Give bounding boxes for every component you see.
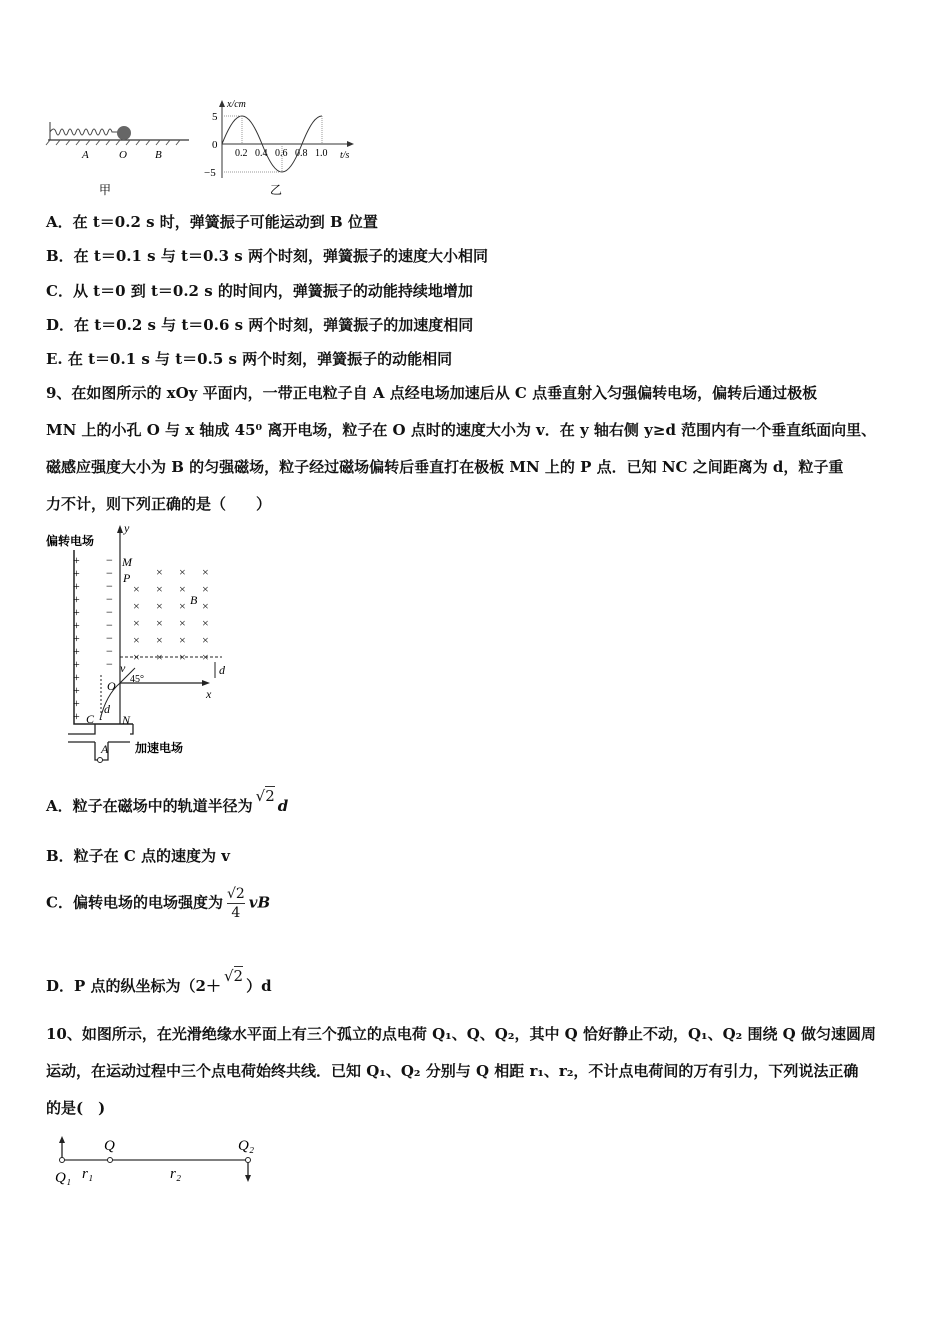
q10-stem-line: 10、如图所示，在光滑绝缘水平面上有三个孤立的点电荷 Q₁、Q、Q₂，其中 Q 恰好静止不动，Q₁、Q₂ 围绕 Q 做匀速圆周 bbox=[46, 1025, 876, 1043]
plus-charge: + bbox=[73, 605, 80, 619]
field-cross: × bbox=[156, 650, 163, 664]
plus-charge: + bbox=[73, 566, 80, 580]
field-cross: × bbox=[202, 633, 209, 647]
minus-charge: − bbox=[106, 579, 113, 593]
field-cross: × bbox=[156, 616, 163, 630]
label-r2: r₂ bbox=[170, 1166, 182, 1182]
denominator: 4 bbox=[231, 905, 241, 921]
plus-charge: + bbox=[73, 592, 80, 606]
x-tick: 0.6 bbox=[275, 148, 288, 159]
plus-charge: + bbox=[73, 670, 80, 684]
field-cross: × bbox=[179, 599, 186, 613]
field-cross: × bbox=[156, 599, 163, 613]
field-cross: × bbox=[179, 582, 186, 596]
option-suffix: ）d bbox=[246, 977, 272, 995]
x-tick: 0.2 bbox=[235, 148, 248, 159]
plus-charge: + bbox=[73, 618, 80, 632]
field-cross: × bbox=[133, 633, 140, 647]
field-cross: × bbox=[202, 599, 209, 613]
x-tick: 1.0 bbox=[315, 148, 328, 159]
q8-option-c: C．从 t＝0 到 t＝0.2 s 的时间内，弹簧振子的动能持续地增加 bbox=[46, 282, 473, 300]
sqrt-expression: √2 bbox=[223, 967, 244, 985]
q9-stem-line: MN 上的小孔 O 与 x 轴成 45⁰ 离开电场，粒子在 O 点时的速度大小为 v．在 y 轴右侧 y≥d 范围内有一个垂直纸面向里、 bbox=[46, 421, 877, 439]
point-charges-figure bbox=[50, 1130, 280, 1190]
q10-stem-line: 运动，在运动过程中三个点电荷始终共线．已知 Q₁、Q₂ 分别与 Q 相距 r₁、r₂，不计点电荷间的万有引力，下列说法正确 bbox=[46, 1062, 859, 1080]
field-cross: × bbox=[133, 599, 140, 613]
deflection-field-figure bbox=[40, 520, 240, 770]
radicand: 2 bbox=[265, 787, 275, 805]
field-cross: × bbox=[179, 616, 186, 630]
minus-charge: − bbox=[106, 566, 113, 580]
minus-charge: − bbox=[106, 553, 113, 567]
q8-option-b: B．在 t＝0.1 s 与 t＝0.3 s 两个时刻，弹簧振子的速度大小相同 bbox=[46, 247, 488, 265]
acceleration-field-label: 加速电场 bbox=[135, 741, 184, 755]
q8-option-d: D．在 t＝0.2 s 与 t＝0.6 s 两个时刻，弹簧振子的加速度相同 bbox=[46, 316, 474, 334]
sqrt-expression: √2 bbox=[255, 787, 275, 805]
field-cross: × bbox=[133, 650, 140, 664]
q9-stem-line: 9、在如图所示的 xOy 平面内，一带正电粒子自 A 点经电场加速后从 C 点垂直射入匀强偏转电场，偏转后通过极板 bbox=[46, 384, 818, 402]
option-suffix: vB bbox=[248, 893, 271, 912]
q9-stem-line: 力不计，则下列正确的是（ ） bbox=[46, 495, 272, 513]
field-cross: × bbox=[202, 616, 209, 630]
q9-option-c bbox=[46, 885, 270, 922]
plus-charge: + bbox=[73, 553, 80, 567]
y-axis-label: x/cm bbox=[227, 99, 246, 110]
radicand: 2 bbox=[233, 967, 244, 985]
minus-charge: − bbox=[106, 644, 113, 658]
label-Q: Q bbox=[104, 1138, 115, 1154]
minus-charge: − bbox=[106, 592, 113, 606]
displacement-time-graph bbox=[200, 96, 375, 200]
label-v: v bbox=[120, 661, 126, 675]
option-suffix: d bbox=[277, 797, 289, 815]
label-Q1: Q₁ bbox=[55, 1170, 72, 1186]
q9-option-d bbox=[46, 967, 272, 996]
y-axis-label: y bbox=[124, 521, 130, 535]
label-N: N bbox=[122, 713, 131, 727]
caption-jia: 甲 bbox=[99, 183, 112, 197]
minus-charge: − bbox=[106, 618, 113, 632]
field-cross: × bbox=[156, 565, 163, 579]
q9-option-b: B．粒子在 C 点的速度为 v bbox=[46, 847, 230, 865]
label-C: C bbox=[86, 712, 95, 726]
field-cross: × bbox=[202, 650, 209, 664]
label-M: M bbox=[122, 555, 132, 569]
label-d: d bbox=[219, 663, 225, 677]
numerator: √2 bbox=[226, 886, 245, 902]
field-cross: × bbox=[133, 582, 140, 596]
field-cross: × bbox=[179, 633, 186, 647]
option-text: A．粒子在磁场中的轨道半径为 bbox=[46, 797, 253, 815]
plus-charge: + bbox=[73, 683, 80, 697]
deflection-field-label: 偏转电场 bbox=[46, 534, 95, 548]
y-tick: 0 bbox=[212, 139, 218, 151]
field-cross: × bbox=[202, 582, 209, 596]
q8-option-e: E. 在 t＝0.1 s 与 t＝0.5 s 两个时刻，弹簧振子的动能相同 bbox=[46, 350, 453, 368]
field-cross: × bbox=[156, 582, 163, 596]
label-angle: 45° bbox=[130, 674, 144, 685]
q8-option-a: A．在 t＝0.2 s 时，弹簧振子可能运动到 B 位置 bbox=[46, 213, 378, 231]
field-cross: × bbox=[179, 650, 186, 664]
minus-charge: − bbox=[106, 657, 113, 671]
plus-charge: + bbox=[73, 709, 80, 723]
minus-charge: − bbox=[106, 605, 113, 619]
plus-charge: + bbox=[73, 579, 80, 593]
y-tick: −5 bbox=[204, 167, 216, 179]
x-tick: 0.8 bbox=[295, 148, 308, 159]
option-text: C．偏转电场的电场强度为 bbox=[46, 893, 223, 912]
field-cross: × bbox=[133, 616, 140, 630]
q9-stem-line: 磁感应强度大小为 B 的匀强磁场，粒子经过磁场偏转后垂直打在极板 MN 上的 P 点．已知 NC 之间距离为 d，粒子重 bbox=[46, 458, 844, 476]
x-tick: 0.4 bbox=[255, 148, 268, 159]
label-Q2: Q₂ bbox=[238, 1138, 255, 1154]
x-axis-label: t/s bbox=[340, 150, 350, 161]
plus-charge: + bbox=[73, 696, 80, 710]
label-O: O bbox=[119, 149, 127, 161]
minus-charge: − bbox=[106, 631, 113, 645]
plus-charge: + bbox=[73, 631, 80, 645]
field-cross: × bbox=[156, 633, 163, 647]
field-cross: × bbox=[202, 565, 209, 579]
label-r1: r₁ bbox=[82, 1166, 94, 1182]
label-d: d bbox=[104, 702, 110, 716]
option-text: D．P 点的纵坐标为（2＋ bbox=[46, 977, 221, 995]
x-axis-label: x bbox=[206, 687, 212, 701]
caption-yi: 乙 bbox=[270, 183, 283, 197]
q9-option-a bbox=[46, 787, 289, 816]
label-P: P bbox=[123, 571, 131, 585]
y-tick: 5 bbox=[212, 111, 218, 123]
label-B: B bbox=[155, 149, 162, 161]
label-O: O bbox=[107, 679, 116, 693]
plus-charge: + bbox=[73, 657, 80, 671]
fraction bbox=[227, 885, 245, 922]
label-A: A bbox=[82, 149, 89, 161]
label-A: A bbox=[101, 742, 109, 756]
spring-oscillator-figure bbox=[44, 100, 194, 200]
field-cross: × bbox=[179, 565, 186, 579]
plus-charge: + bbox=[73, 644, 80, 658]
label-B: B bbox=[190, 593, 198, 607]
q10-stem-line: 的是( ) bbox=[46, 1099, 106, 1117]
